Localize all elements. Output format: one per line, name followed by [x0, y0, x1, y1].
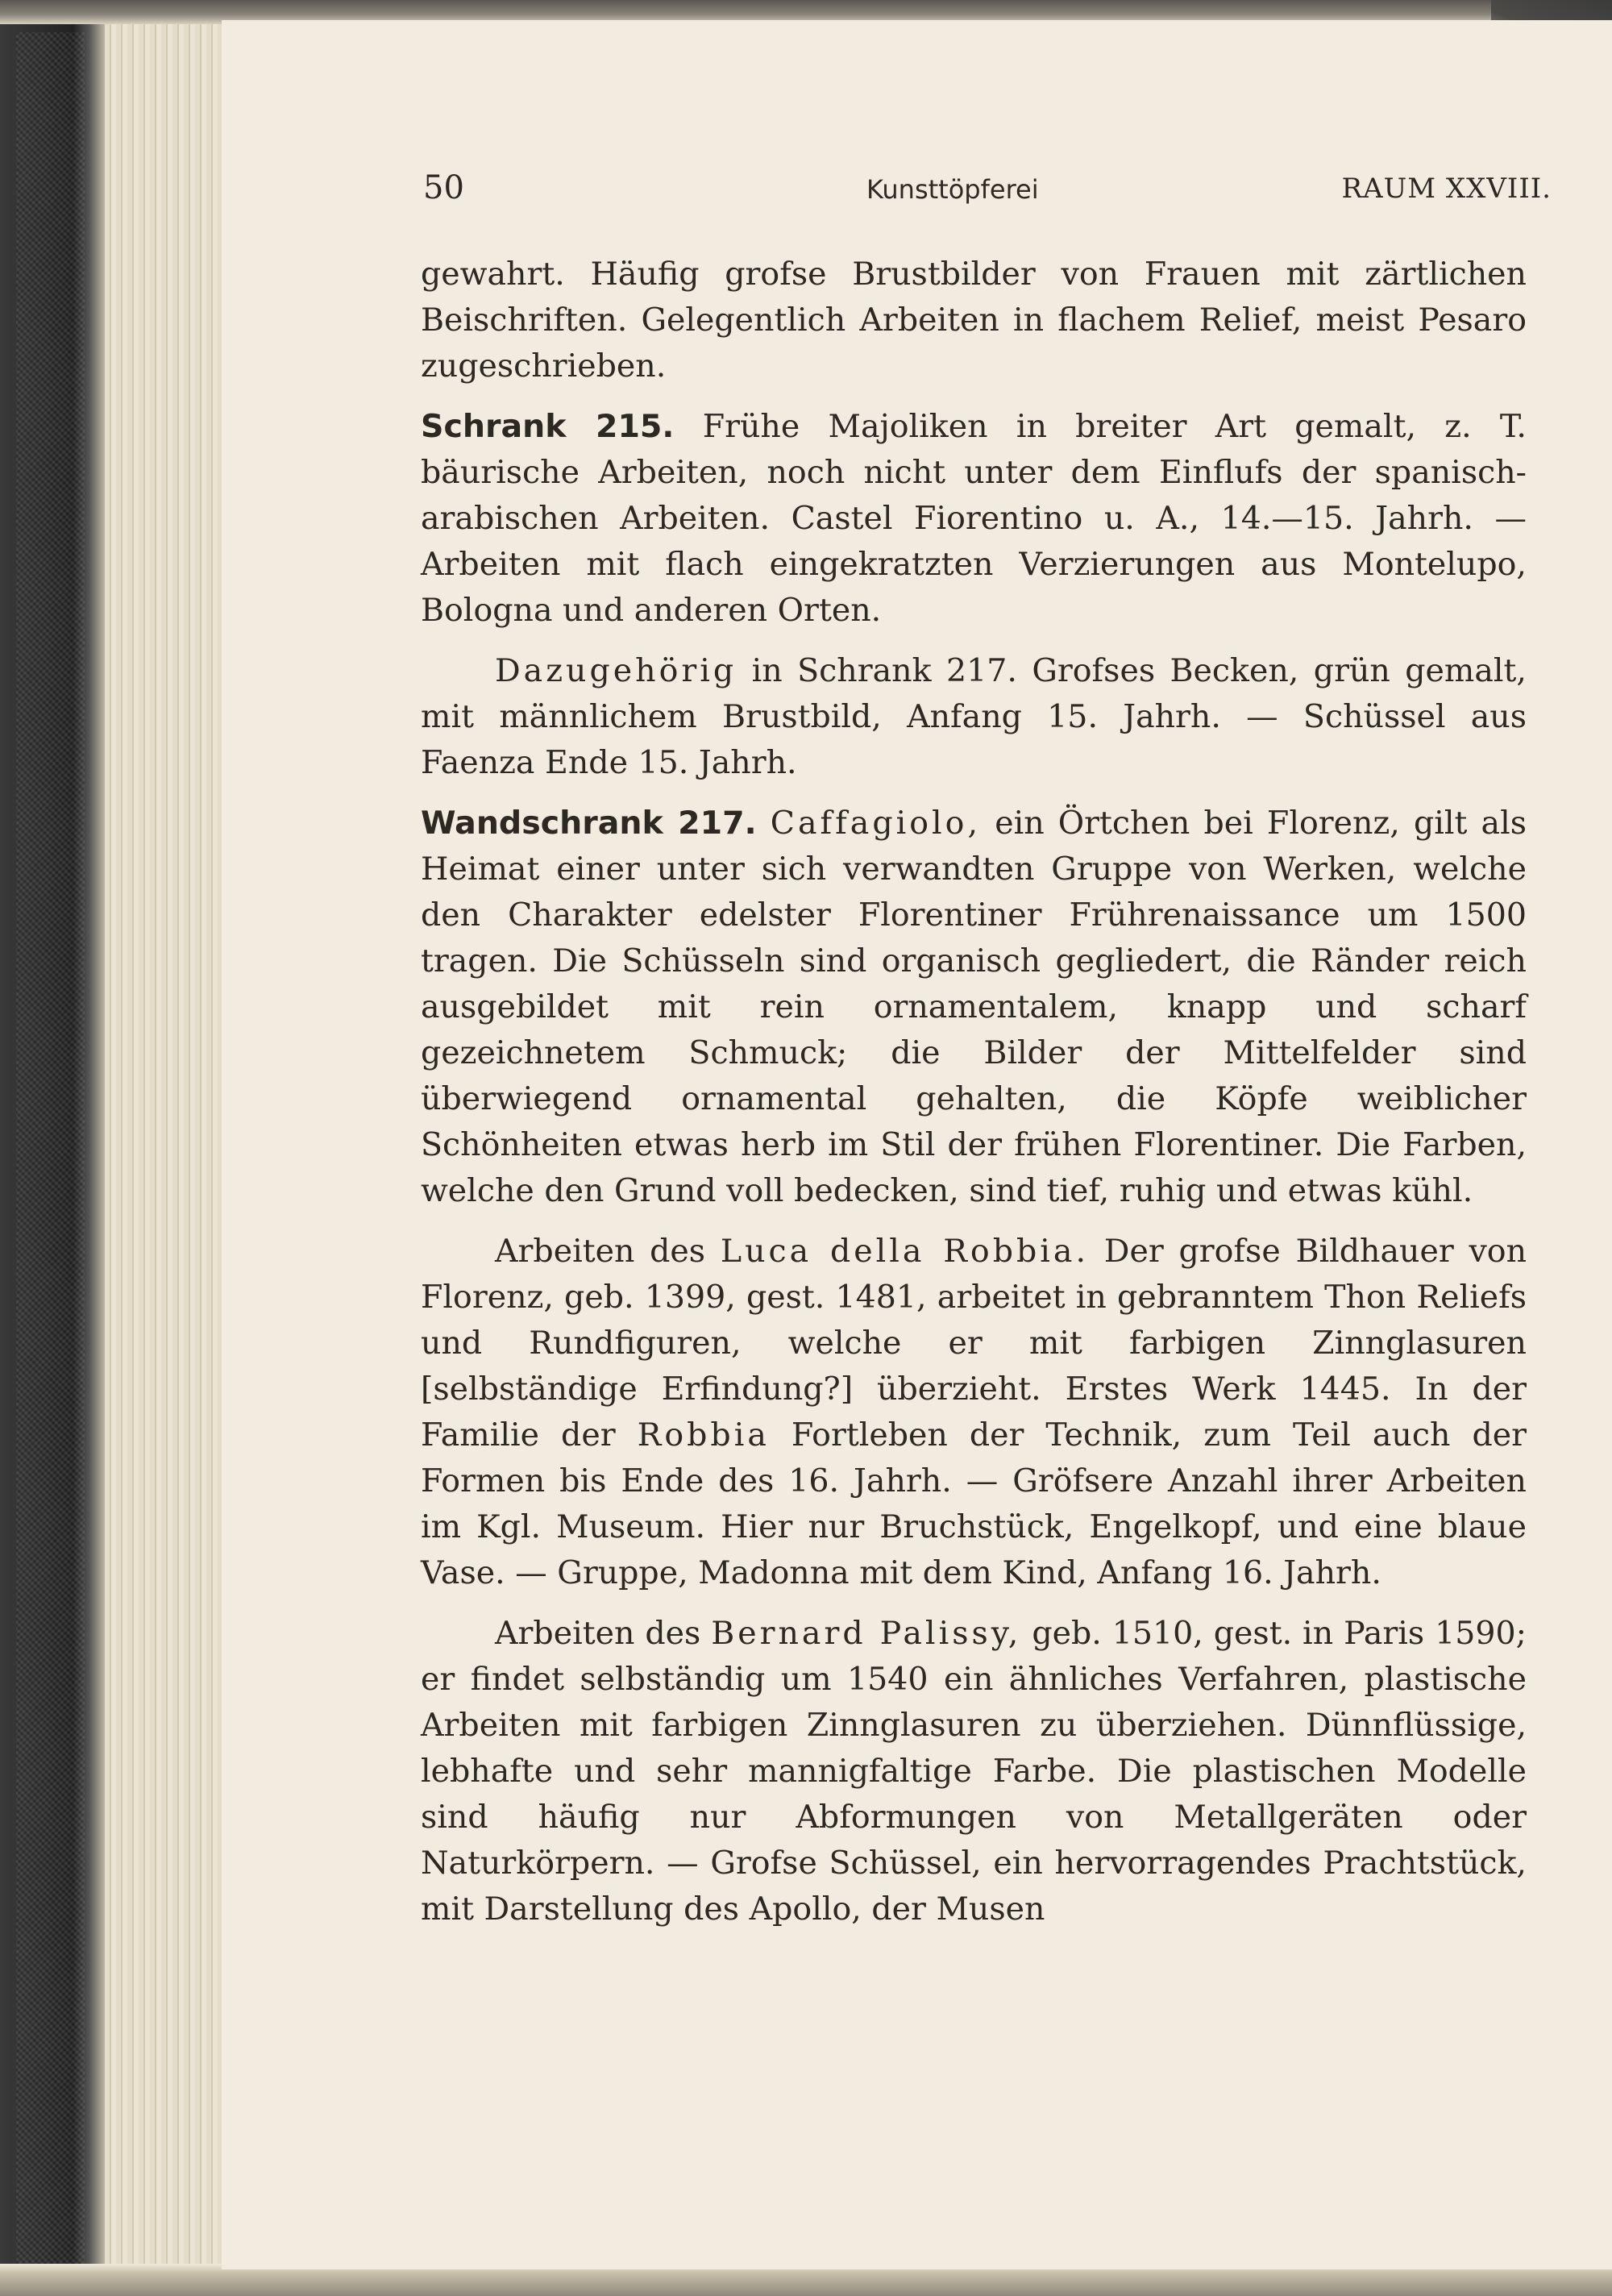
spaced-term: Caffagiolo, [770, 805, 982, 842]
body-text [421, 252, 1527, 1947]
page-edges [105, 0, 226, 2296]
paragraph-text: Der grofse Bildhauer von Florenz, geb. 1399, gest. 1481, arbeitet in gebranntem Thon Reliefs und Rundfiguren, welche er mit farbigen Zinnglasuren [selbständige Erfindung?] überzieht. Erstes Werk 1445. In der Familie der [421, 1233, 1527, 1454]
spaced-term: Dazugehörig [495, 652, 737, 689]
paragraph-lead: Arbeiten des [495, 1233, 706, 1270]
paragraph-palissy [421, 1611, 1527, 1932]
spaced-term: Luca della Robbia. [720, 1233, 1090, 1270]
spaced-term: Bernard Palissy, [711, 1615, 1022, 1652]
book-binding [0, 0, 105, 2296]
section-label: Schrank 215. [421, 408, 675, 445]
paragraph-text: ein Örtchen bei Florenz, gilt als Heimat einer unter sich verwandten Gruppe von Werken, welche den Charakter edelster Florentiner Frührenaissance um 1500 tragen. Die Schüsseln sind organisch gegliedert, die Ränder reich ausgebildet mit rein ornamentalem, knapp und scharf gezeichnetem Schmuck; die Bilder der Mittelfelder sind überwiegend ornamental gehalten, die Köpfe weiblicher Schönheiten etwas herb im Stil der frühen Florentiner. Die Farben, welche den Grund voll bedecken, sind tief, ruhig und etwas kühl. [421, 805, 1527, 1209]
paragraph-schrank-215 [421, 404, 1527, 634]
paragraph-lead: Arbeiten des [495, 1615, 701, 1652]
paragraph-dazugehoerig [421, 648, 1527, 786]
page-number: 50 [423, 169, 464, 206]
page-header [423, 169, 1552, 218]
paragraph-text: in Schrank 217. Grofses Becken, grün gemalt, mit männlichem Brustbild, Anfang 15. Jahrh. — Schüssel aus Faenza Ende 15. Jahrh. [421, 652, 1527, 781]
room-label: RAUM XXVIII. [1341, 173, 1552, 205]
spaced-term: Robbia [637, 1416, 770, 1454]
section-label: Wandschrank 217. [421, 805, 757, 842]
paragraph-wandschrank-217 [421, 801, 1527, 1214]
paragraph-continued [421, 252, 1527, 389]
paragraph-text: Frühe Majoliken in breiter Art gemalt, z. T. bäurische Arbeiten, noch nicht unter dem Einflufs der spanisch-arabischen Arbeiten. Castel Fiorentino u. A., 14.—15. Jahrh. — Arbeiten mit flach eingekratzten Verzierungen aus Montelupo, Bologna und anderen Orten. [421, 408, 1527, 629]
paragraph-text: Fortleben der Technik, zum Teil auch der Formen bis Ende des 16. Jahrh. — Gröfsere Anzahl ihrer Arbeiten im Kgl. Museum. Hier nur Bruchstück, Engelkopf, und eine blaue Vase. — Gruppe, Madonna mit dem Kind, Anfang 16. Jahrh. [421, 1416, 1527, 1591]
paragraph-della-robbia [421, 1229, 1527, 1596]
paragraph-text: gewahrt. Häufig grofse Brustbilder von Frauen mit zärtlichen Beischriften. Gelegentlich Arbeiten in flachem Relief, meist Pesaro zugeschrieben. [421, 256, 1527, 385]
running-head: Kunsttöpferei [866, 174, 1039, 205]
binding-texture [16, 32, 85, 2273]
paragraph-text: geb. 1510, gest. in Paris 1590; er findet selbständig um 1540 ein ähnliches Verfahren, plastische Arbeiten mit farbigen Zinnglasuren zu überziehen. Dünnflüssige, lebhafte und sehr mannigfaltige Farbe. Die plastischen Modelle sind häufig nur Abformungen von Metallgeräten oder Naturkörpern. — Grofse Schüssel, ein hervorragendes Prachtstück, mit Darstellung des Apollo, der Musen [421, 1615, 1527, 1928]
